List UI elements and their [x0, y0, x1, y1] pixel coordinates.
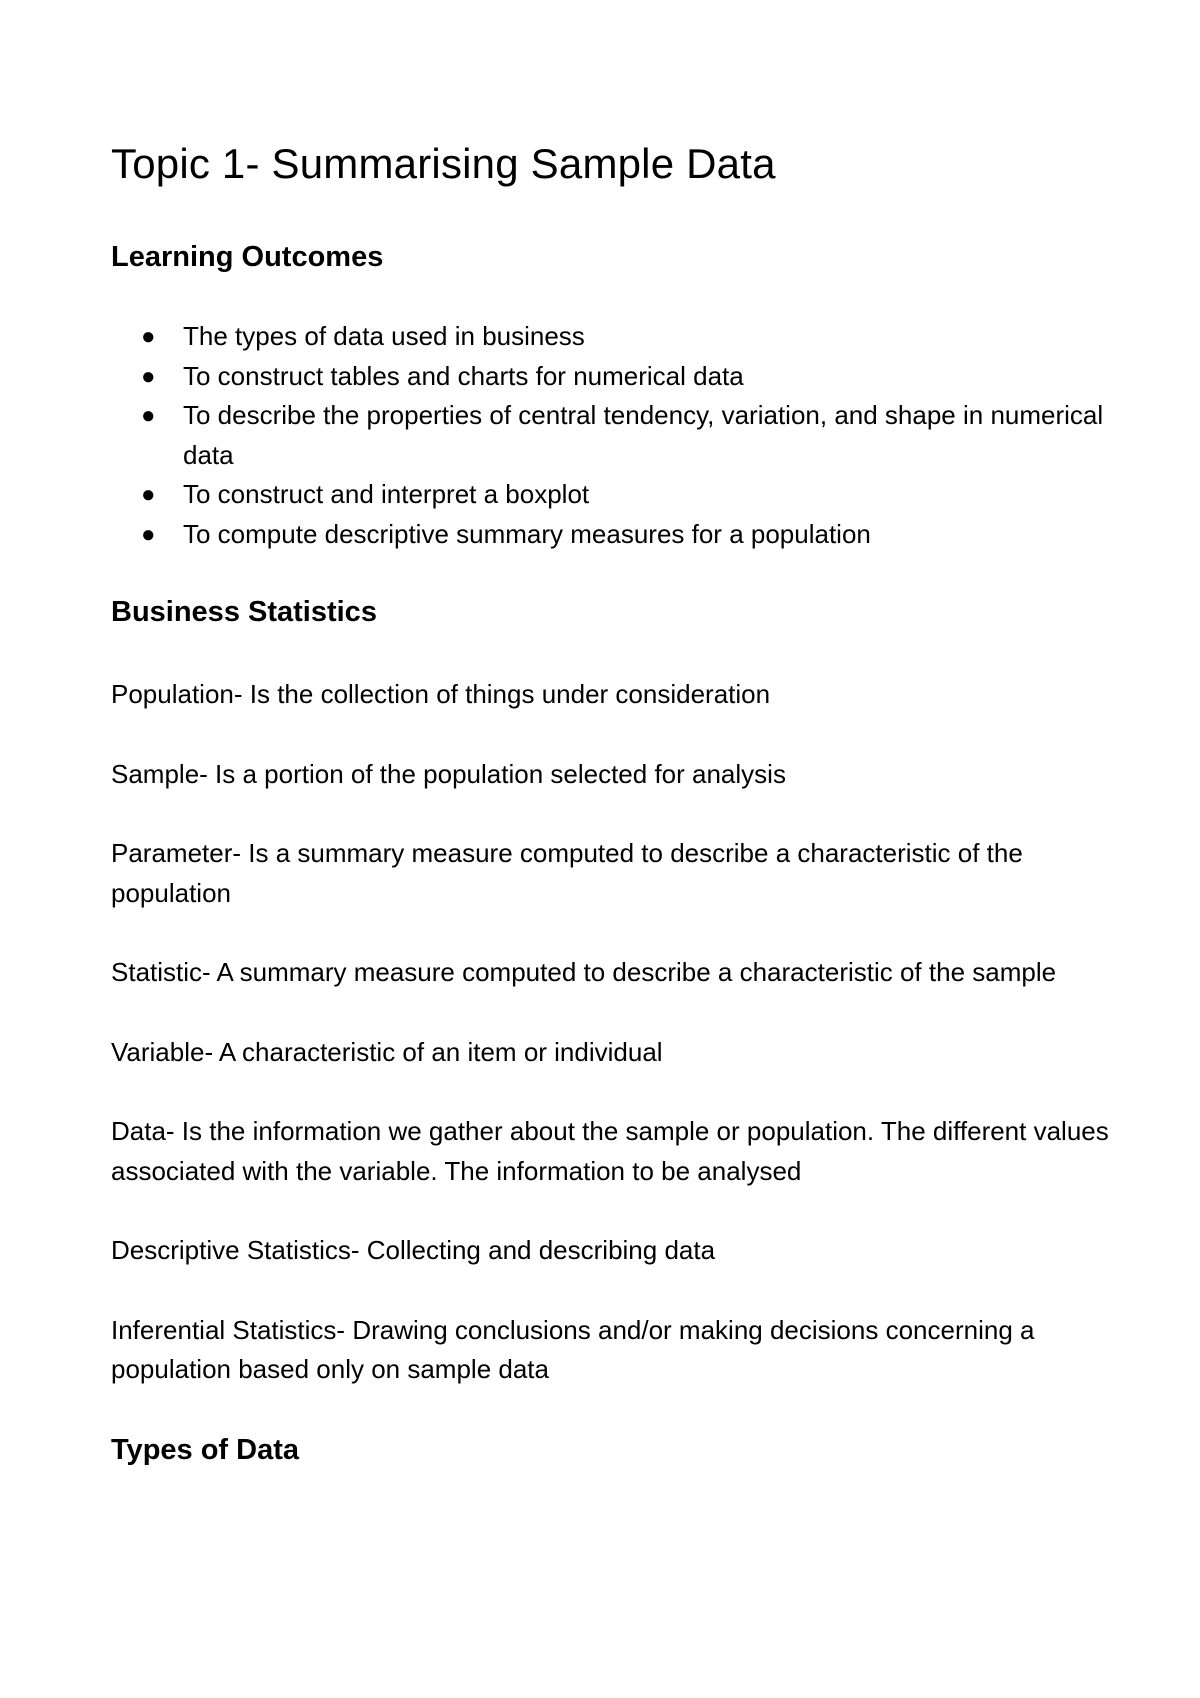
bullet-icon: ● — [141, 481, 156, 508]
list-item-text: To construct tables and charts for numerical data — [183, 360, 744, 391]
definition-statistic: Statistic- A summary measure computed to describe a characteristic of the sample — [111, 957, 1057, 987]
definition-inferential-statistics: Inferential Statistics- Drawing conclusions and/or making decisions concerning a population based only on sample data — [111, 1314, 1035, 1384]
learning-outcomes-list — [111, 317, 1131, 554]
definitions-list — [111, 675, 1131, 1390]
list-item-text: To construct and interpret a boxplot — [183, 479, 590, 509]
bullet-icon: ● — [141, 402, 156, 429]
list-item-text: To compute descriptive summary measures for a population — [183, 518, 871, 549]
business-statistics-heading: Business Statistics — [111, 596, 377, 628]
bullet-icon: ● — [141, 520, 156, 548]
bullet-icon: ● — [141, 362, 156, 390]
learning-outcomes-heading: Learning Outcomes — [111, 241, 384, 273]
list-item-text: The types of data used in business — [183, 321, 585, 351]
list-item — [111, 515, 1131, 555]
list-item — [111, 317, 1131, 357]
list-item — [111, 357, 1131, 397]
definition-data: Data- Is the information we gather about the sample or population. The different values associated with the variable. The information to be analysed — [111, 1116, 1109, 1186]
list-item-text: To describe the properties of central tendency, variation, and shape in numerical data — [183, 400, 1104, 470]
bullet-icon: ● — [141, 323, 156, 350]
document-page — [111, 132, 1131, 1470]
definition-population: Population- Is the collection of things under consideration — [111, 679, 771, 709]
definition-parameter: Parameter- Is a summary measure computed to describe a characteristic of the population — [111, 838, 1023, 908]
list-item — [111, 396, 1131, 475]
types-of-data-heading: Types of Data — [111, 1433, 300, 1466]
page-title: Topic 1- Summarising Sample Data — [111, 140, 776, 187]
definition-descriptive-statistics: Descriptive Statistics- Collecting and describing data — [111, 1235, 716, 1265]
definition-sample: Sample- Is a portion of the population selected for analysis — [111, 758, 786, 789]
definition-variable: Variable- A characteristic of an item or individual — [111, 1036, 663, 1067]
list-item — [111, 475, 1131, 515]
